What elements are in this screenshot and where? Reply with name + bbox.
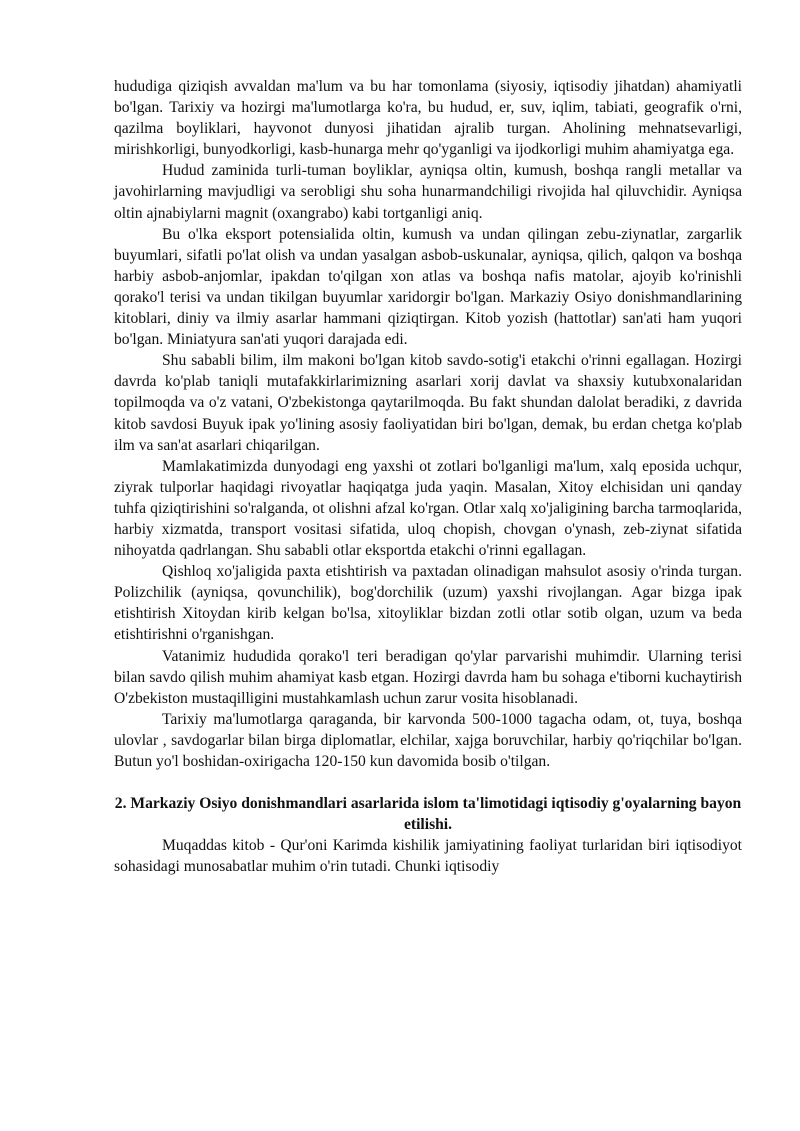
paragraph-book-trade: Shu sababli bilim, ilm makoni bo'lgan kitob savdo-sotig'i etakchi o'rinni egallagan. Hozirgi davrda ko'plab taniqli mutafakkirlarimizning asarlari xorij davlat va shaxsiy kutubxonalaridan topilmoqda va o'z vatani, O'zbekistonga qaytarilmoqda. Bu fakt shundan dalolat beradiki, z davrida kitob savdosi Buyuk ipak yo'lining asosiy faoliyatidan biri bo'lgan, demak, bu erdan chetga ko'plab ilm va san'at asarlari chiqarilgan. — [114, 352, 742, 454]
section-heading: 2. Markaziy Osiyo donishmandlari asarlarida islom ta'limotidagi iqtisodiy g'oyalarning bayon etilishi. — [114, 795, 742, 834]
paragraph-agriculture: Qishloq xo'jaligida paxta etishtirish va paxtadan olinadigan mahsulot asosiy o'rinda turgan. Polizchilik (ayniqsa, qovunchilik), bog'dorchilik (uzum) yaxshi rivojlangan. Agar bizga ipak etishtirish Xitoydan kirib kelgan bo'lsa, xitoyliklar bizdan zotli otlar sotib olgan, uzum va beda etishtirishni o'rganishgan. — [114, 563, 742, 644]
paragraph-resources: Hudud zaminida turli-tuman boyliklar, ayniqsa oltin, kumush, boshqa rangli metallar va javohirlarning mavjudligi va serobligi shu soha hunarmandchiligi rivojida hal qiluvchidir. Ayniqsa oltin ajnabiylarni magnit (oxangrabo) kabi tortganligi aniq. — [114, 162, 742, 222]
paragraph-export: Bu o'lka eksport potensialida oltin, kumush va undan qilingan zebu-ziynatlar, zargarlik buyumlari, sifatli po'lat olish va undan yasalgan asbob-uskunalar, ayniqsa, qilich, qalqon va boshqa harbiy asbob-anjomlar, ipakdan to'qilgan xon atlas va boshqa nafis matolar, ajoyib ko'rinishli qorako'l terisi va undan tikilgan buyumlar xaridorgir bo'lgan. Markaziy Osiyo donishmandlarining kitoblari, diniy va ilmiy asarlar hammani qiziqtirgan. Kitob yozish (hattotlar) san'ati ham yuqori bo'lgan. Miniatyura san'ati yuqori darajada edi. — [114, 225, 742, 349]
paragraph-quran: Muqaddas kitob - Qur'oni Karimda kishilik jamiyatining faoliyat turlaridan biri iqtisodiyot sohasidagi munosabatlar muhim o'rin tutadi. Chunki iqtisodiy — [114, 837, 742, 876]
paragraph-karakul: Vatanimiz hududida qorako'l teri beradigan qo'ylar parvarishi muhimdir. Ularning terisi bilan savdo qilish muhim ahamiyat kasb etgan. Hozirgi davrda ham bu sohaga e'tiborni kuchaytirish O'zbekiston mustaqilligini mustahkamlash uchun zarur vosita hisoblanadi. — [114, 647, 742, 707]
document-page — [114, 76, 742, 877]
paragraph-horses: Mamlakatimizda dunyodagi eng yaxshi ot zotlari bo'lganligi ma'lum, xalq eposida uchqur, ziyrak tulporlar haqidagi rivoyatlar haqiqatga juda yaqin. Masalan, Xitoy elchisidan uni qanday tuhfa qiziqtirishini so'ralganda, ot olishni afzal ko'rgan. Otlar xalq xo'jaligining barcha tarmoqlarida, harbiy xizmatda, transport vositasi sifatida, uloq chopish, chovgan o'ynash, zeb-ziynat sifatida nihoyatda qadrlangan. Shu sababli otlar eksportda etakchi o'rinni egallagan. — [114, 457, 742, 560]
paragraph-caravan: Tarixiy ma'lumotlarga qaraganda, bir karvonda 500-1000 tagacha odam, ot, tuya, boshqa ulovlar , savdogarlar bilan birga diplomatlar, elchilar, xajga boruvchilar, harbiy qo'riqchilar bo'lgan. Butun yo'l boshidan-oxirigacha 120-150 kun davomida bosib o'tilgan. — [114, 710, 742, 770]
paragraph-continuation: hududiga qiziqish avvaldan ma'lum va bu har tomonlama (siyosiy, iqtisodiy jihatdan) ahamiyatli bo'lgan. Tarixiy va hozirgi ma'lumotlarga ko'ra, bu hudud, er, suv, iqlim, tabiati, geografik o'rni, qazilma boyliklari, hayvonot dunyosi jihatidan ajralib turgan. Aholining mehnatsevarligi, mirishkorligi, bunyodkorligi, kasb-hunarga mehr qo'yganligi va ijodkorligi muhim ahamiyatga ega. — [114, 78, 742, 159]
